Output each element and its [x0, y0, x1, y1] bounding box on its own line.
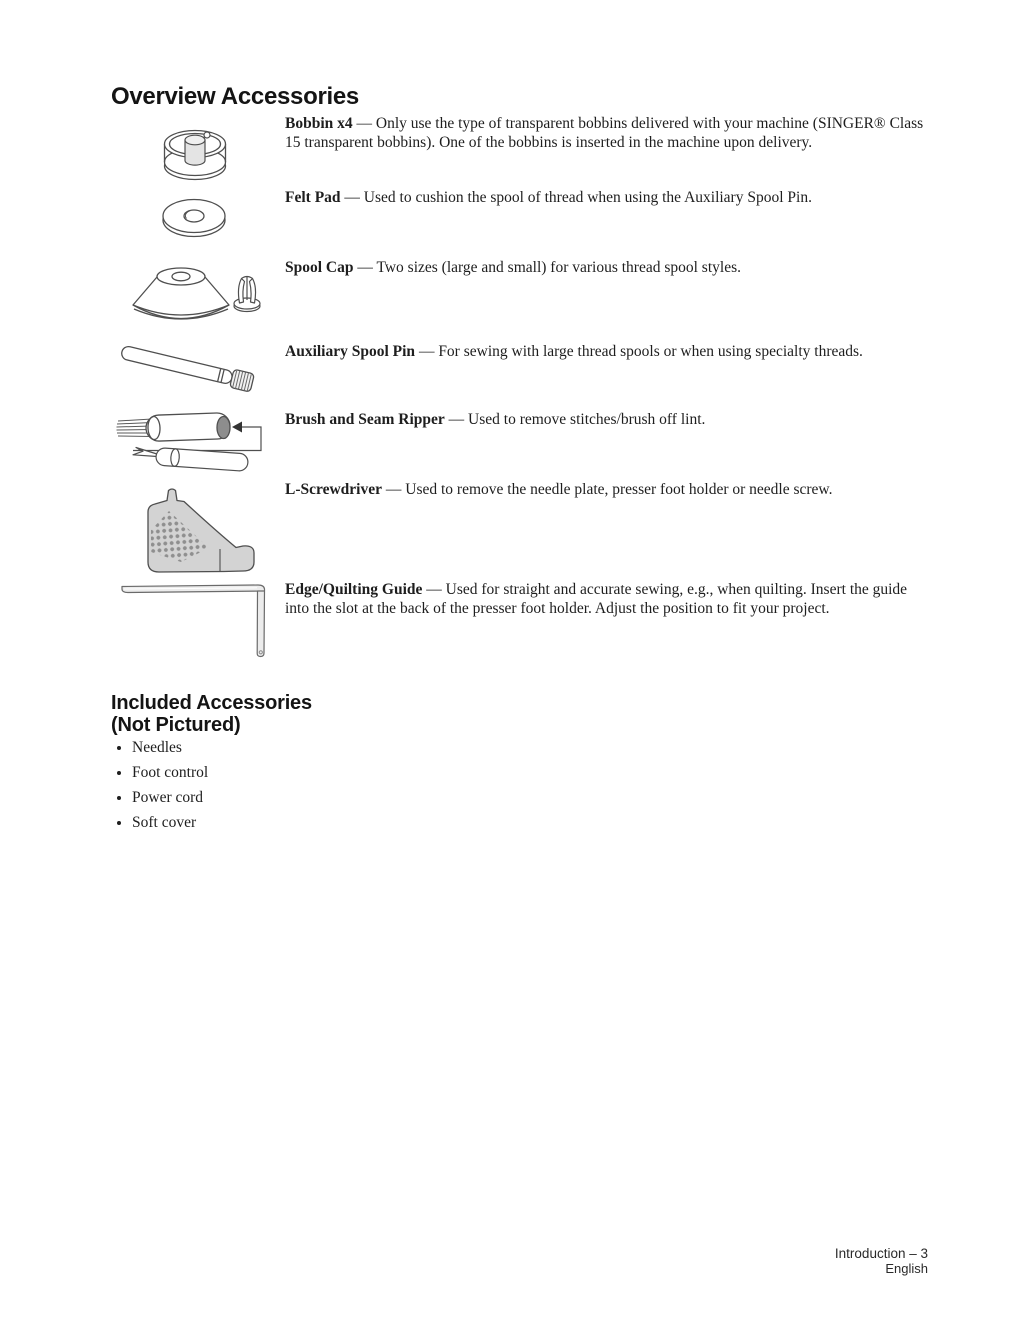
accessory-name: Brush and Seam Ripper: [285, 411, 445, 428]
accessory-name: Bobbin x4: [285, 115, 353, 132]
accessory-description: — Used to cushion the spool of thread when using the Auxiliary Spool Pin.: [344, 189, 812, 206]
accessory-name: Edge/Quilting Guide: [285, 581, 423, 598]
page-footer: [835, 1246, 928, 1276]
accessory-row-text: [285, 258, 935, 277]
included-accessories-heading-line2: (Not Pictured): [111, 713, 241, 736]
included-accessories-heading-line1: Included Accessories: [111, 692, 312, 714]
accessory-name: L-Screwdriver: [285, 481, 382, 498]
accessory-description: — Two sizes (large and small) for various thread spool styles.: [357, 259, 741, 276]
accessory-row-text: [285, 410, 935, 429]
included-accessories-heading: [111, 693, 312, 736]
list-item: • Foot control: [132, 765, 208, 781]
l-screwdriver-illustration: [141, 485, 257, 577]
accessory-description: — For sewing with large thread spools or when using specialty threads.: [418, 343, 863, 360]
accessory-row-text: [285, 580, 935, 618]
accessory-name: Felt Pad: [285, 189, 341, 206]
accessory-row-text: [285, 114, 935, 152]
accessory-description: — Used for straight and accurate sewing, e.g., when quilting. Insert the guide into the slot at the back of the presser foot holder. Adjust the position to fit your project.: [285, 581, 908, 617]
bobbin-illustration: [162, 117, 228, 187]
accessory-row-text: [285, 188, 935, 207]
brush-seam-ripper-illustration: [112, 408, 264, 472]
footer-section-page: Introduction – 3: [834, 1246, 928, 1261]
accessory-name: Auxiliary Spool Pin: [285, 343, 416, 360]
accessory-description: — Only use the type of transparent bobbins delivered with your machine (SINGER® Class 15 transparent bobbins). One of the bobbins is inserted in the machine upon delivery.: [285, 115, 924, 151]
auxiliary-spool-pin-illustration: [118, 342, 268, 404]
spool-cap-illustration: [123, 262, 263, 334]
included-accessories-list: [114, 740, 208, 840]
list-item: • Power cord: [132, 790, 208, 806]
accessory-row-text: [285, 342, 935, 361]
accessory-row-text: [285, 480, 935, 499]
edge-quilting-guide-illustration: [118, 582, 272, 660]
footer-language: English: [885, 1261, 928, 1276]
felt-pad-illustration: [161, 193, 227, 245]
list-item: • Needles: [132, 740, 208, 756]
page-title: Overview Accessories: [111, 83, 359, 110]
accessory-name: Spool Cap: [285, 259, 354, 276]
accessory-description: — Used to remove the needle plate, presser foot holder or needle screw.: [385, 481, 833, 498]
list-item: • Soft cover: [132, 815, 208, 831]
accessory-description: — Used to remove stitches/brush off lint.: [448, 411, 706, 428]
